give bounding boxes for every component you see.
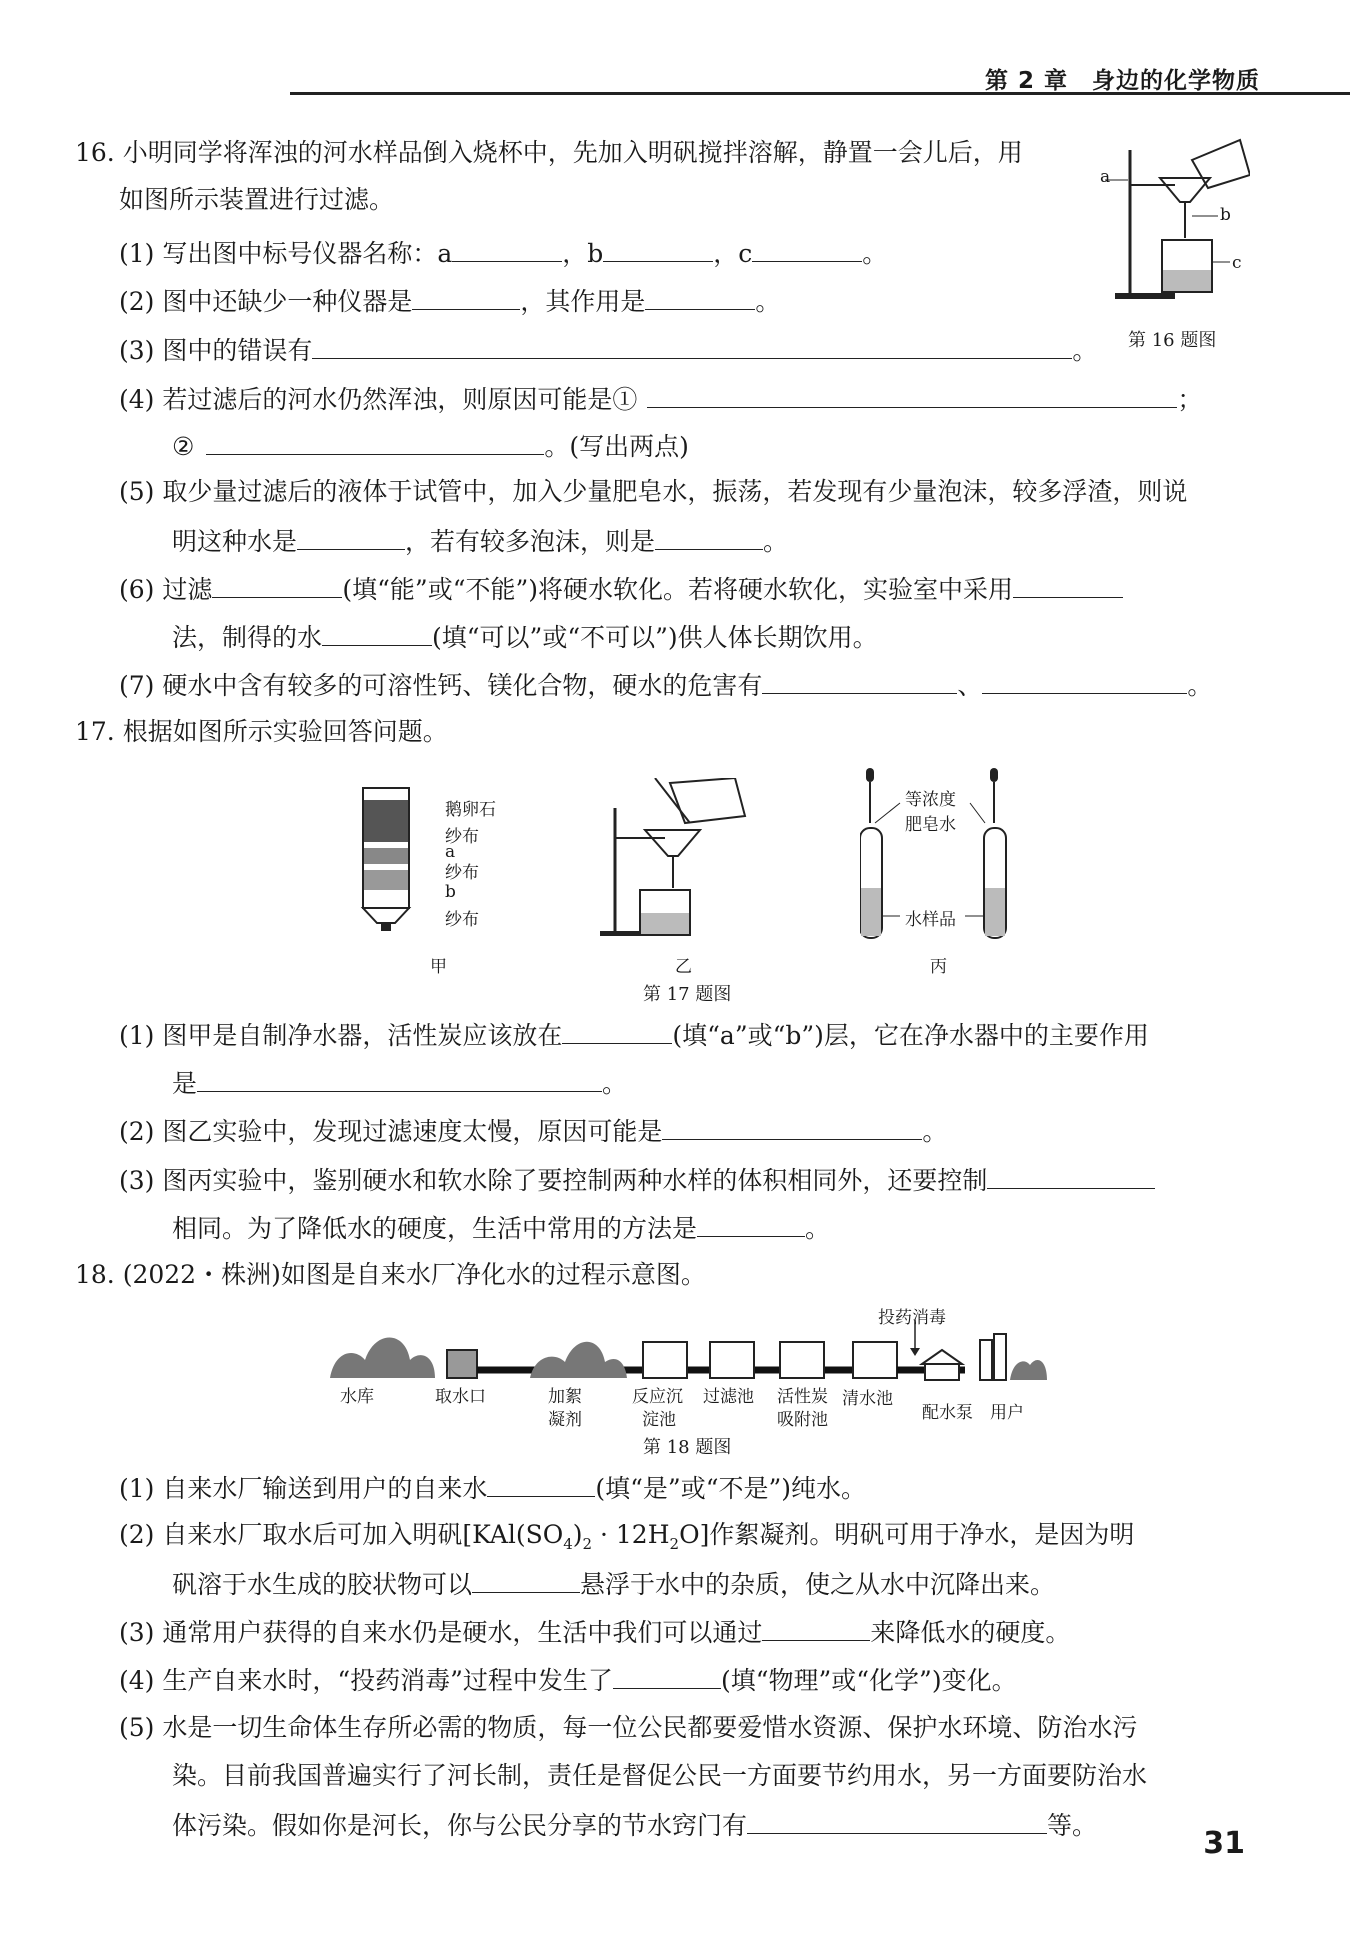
- q17-label-soap2: 肥皂水: [905, 815, 956, 835]
- q16-blank-function[interactable]: [645, 283, 755, 310]
- q18-sub-4: 4: [563, 1535, 573, 1553]
- q17-part1-text-a: (1) 图甲是自制净水器，活性炭应该放在: [119, 1021, 563, 1050]
- q18-label-carbon2: 吸附池: [777, 1410, 828, 1430]
- q18-part5-line3: [172, 1807, 1097, 1843]
- q16-part4-second: [172, 428, 689, 464]
- q17-figure-caption: 第 17 题图: [643, 984, 732, 1005]
- q18-blank-tips[interactable]: [747, 1807, 1047, 1834]
- q16-part4-circle2: ②: [172, 432, 195, 461]
- q16-part4: [119, 381, 1202, 417]
- q18-part5-end: 等。: [1047, 1811, 1098, 1840]
- q17-part1-line1: [119, 1017, 1149, 1053]
- q17-blank-function[interactable]: [197, 1065, 602, 1092]
- q18-stem: 18. (2022・株洲)如图是自来水厂净化水的过程示意图。: [75, 1260, 706, 1289]
- q17-blank-slow-reason[interactable]: [662, 1113, 922, 1140]
- q18-part3: [119, 1614, 1070, 1650]
- q17-part1-text-c: 是: [172, 1069, 198, 1098]
- q16-part2-end: 。: [755, 287, 781, 316]
- q17-part2-text: (2) 图乙实验中，发现过滤速度太慢，原因可能是: [119, 1117, 663, 1146]
- q16-part1-text-c: ，c: [713, 239, 753, 268]
- q16-blank-instrument[interactable]: [412, 283, 520, 310]
- q16-label-a: a: [1100, 167, 1111, 187]
- q16-figure-caption: 第 16 题图: [1128, 330, 1217, 351]
- q16-label-c: c: [1232, 253, 1242, 273]
- q17-part3-text-b: 相同。为了降低水的硬度，生活中常用的方法是: [172, 1214, 698, 1243]
- q16-blank-errors[interactable]: [312, 332, 1072, 359]
- q16-part3-text: (3) 图中的错误有: [119, 336, 313, 365]
- q16-part1-text-b: ，b: [562, 239, 604, 268]
- q17-label-cloth3: 纱布: [445, 910, 479, 930]
- q17-figure: [355, 778, 765, 938]
- q16-part3-end: 。: [1072, 336, 1098, 365]
- q17-blank-layer[interactable]: [562, 1017, 672, 1044]
- q17-part3-line2: [172, 1210, 830, 1246]
- q16-blank-b[interactable]: [603, 235, 713, 262]
- q18-part1: [119, 1470, 866, 1506]
- q18-part4-text-a: (4) 生产自来水时，“投药消毒”过程中发生了: [119, 1666, 613, 1695]
- q17-part2: [119, 1113, 947, 1149]
- q16-part2: [119, 283, 780, 319]
- q18-label-floc1: 加絮: [548, 1387, 582, 1407]
- q17-part1-text-b: (填“a”或“b”)层，它在净水器中的主要作用: [672, 1021, 1149, 1050]
- q16-part4-text: (4) 若过滤后的河水仍然浑浊，则原因可能是①: [119, 385, 638, 414]
- q16-blank-harm2[interactable]: [982, 667, 1187, 694]
- q16-part3: [119, 332, 1097, 368]
- q16-label-b: b: [1220, 205, 1231, 225]
- header-rule: [290, 92, 1350, 95]
- q16-part7-end: 。: [1187, 671, 1213, 700]
- q18-part3-text-b: 来降低水的硬度。: [870, 1618, 1071, 1647]
- q17-blank-control[interactable]: [987, 1162, 1155, 1189]
- q18-label-react1: 反应沉: [632, 1387, 683, 1407]
- q16-part7: [119, 667, 1212, 703]
- q16-part1: [119, 235, 887, 271]
- q18-label-react2: 淀池: [642, 1410, 676, 1430]
- q18-sub-2a: 2: [582, 1535, 593, 1553]
- q16-blank-reason2[interactable]: [206, 428, 544, 455]
- q17-label-sample: 水样品: [905, 910, 956, 930]
- q16-part5-end: 。: [763, 527, 789, 556]
- q16-part7-text: (7) 硬水中含有较多的可溶性钙、镁化合物，硬水的危害有: [119, 671, 763, 700]
- q16-blank-softwater[interactable]: [655, 523, 763, 550]
- q18-part1-text-b: (填“是”或“不是”)纯水。: [595, 1474, 867, 1503]
- q16-blank-reason1[interactable]: [647, 381, 1177, 408]
- q17-part3-text-a: (3) 图丙实验中，鉴别硬水和软水除了要控制两种水样的体积相同外，还要控制: [119, 1166, 988, 1195]
- q17-label-a: a: [445, 842, 456, 862]
- q16-part6-text-c: 法，制得的水: [172, 623, 323, 652]
- page-number: 31: [1203, 1826, 1245, 1861]
- q18-blank-change[interactable]: [613, 1662, 721, 1689]
- q17-stem: 17. 根据如图所示实验回答问题。: [75, 717, 448, 746]
- q18-label-carbon1: 活性炭: [777, 1387, 828, 1407]
- q18-sub-2b: 2: [669, 1535, 680, 1553]
- q16-part6-line2: [172, 619, 878, 655]
- q16-part6-text-d: (填“可以”或“不可以”)供人体长期饮用。: [432, 623, 878, 652]
- q17-label-bing: 丙: [930, 957, 947, 977]
- q16-blank-a[interactable]: [452, 235, 562, 262]
- chapter-title: 第 2 章 身边的化学物质: [984, 68, 1260, 94]
- q18-part5-line1: (5) 水是一切生命体生存所必需的物质，每一位公民都要爱惜水资源、保护水环境、防治水污: [119, 1713, 1138, 1742]
- q16-blank-can-soften[interactable]: [212, 571, 342, 598]
- q16-part4-second-end: 。(写出两点): [544, 432, 689, 461]
- q16-part1-end: 。: [862, 239, 888, 268]
- q18-blank-soften[interactable]: [762, 1614, 870, 1641]
- q17-part3-end: 。: [805, 1214, 831, 1243]
- q16-part5-line2: [172, 523, 788, 559]
- q16-part4-end: ；: [1177, 385, 1203, 414]
- q18-part2-text-o: O]作絮凝剂。明矾可用于净水，是因为明: [679, 1520, 1135, 1549]
- q18-part5-text-c: 体污染。假如你是河长，你与公民分享的节水窍门有: [172, 1811, 748, 1840]
- q18-label-pump: 配水泵: [922, 1403, 973, 1423]
- q18-part2-line1: [119, 1518, 1134, 1561]
- q18-label-user: 用户: [990, 1403, 1024, 1423]
- q17-label-stone: 鹅卵石: [445, 800, 496, 820]
- q17-label-yi: 乙: [675, 957, 692, 977]
- q16-stem-line1: 16. 小明同学将浑浊的河水样品倒入烧杯中，先加入明矾搅拌溶解，静置一会儿后，用: [75, 138, 1023, 167]
- q18-label-clear: 清水池: [842, 1389, 893, 1409]
- q18-part4: [119, 1662, 1017, 1698]
- q18-part2-line2: [172, 1566, 1055, 1602]
- q18-label-intake: 取水口: [435, 1387, 486, 1407]
- q18-part5-line2: 染。目前我国普遍实行了河长制，责任是督促公民一方面要节约用水，另一方面要防治水: [172, 1761, 1148, 1790]
- q18-part2-text-m: ): [572, 1520, 583, 1549]
- q18-figure-caption: 第 18 题图: [643, 1437, 732, 1458]
- q18-part2-text-a: (2) 自来水厂取水后可加入明矾[KAl(SO: [119, 1520, 564, 1549]
- q17-part1-line2: [172, 1065, 627, 1101]
- q18-process-figure: [325, 1320, 1055, 1390]
- q18-part2-text-b: 矾溶于水生成的胶状物可以: [172, 1570, 473, 1599]
- q16-blank-harm1[interactable]: [762, 667, 957, 694]
- q16-stem-line2: 如图所示装置进行过滤。: [119, 185, 395, 214]
- q16-part6-text-a: (6) 过滤: [119, 575, 213, 604]
- q16-part7-sep: 、: [957, 671, 983, 700]
- q18-part3-text-a: (3) 通常用户获得的自来水仍是硬水，生活中我们可以通过: [119, 1618, 763, 1647]
- q16-blank-c[interactable]: [752, 235, 862, 262]
- q17-label-jia: 甲: [430, 957, 447, 977]
- q17-part1-end: 。: [602, 1069, 628, 1098]
- q16-blank-hardwater[interactable]: [297, 523, 405, 550]
- q18-part2-text-n: · 12H: [592, 1520, 670, 1549]
- q17-part3-line1: [119, 1162, 1155, 1198]
- q17-label-cloth2: 纱布: [445, 863, 479, 883]
- q16-blank-method[interactable]: [1013, 571, 1123, 598]
- q18-label-filter: 过滤池: [703, 1387, 754, 1407]
- q16-part2-text-a: (2) 图中还缺少一种仪器是: [119, 287, 413, 316]
- q18-blank-pure[interactable]: [487, 1470, 595, 1497]
- q16-part5-text-c: ，若有较多泡沫，则是: [405, 527, 656, 556]
- q17-label-b: b: [445, 882, 456, 902]
- q16-part2-text-b: ，其作用是: [520, 287, 646, 316]
- q17-blank-method[interactable]: [697, 1210, 805, 1237]
- q16-part1-text-a: (1) 写出图中标号仪器名称：a: [119, 239, 453, 268]
- q18-label-reservoir: 水库: [340, 1387, 374, 1407]
- q18-part2-text-c: 悬浮于水中的杂质，使之从水中沉降出来。: [580, 1570, 1056, 1599]
- q17-label-cloth1: 纱布: [445, 827, 479, 847]
- q17-label-soap1: 等浓度: [905, 790, 956, 810]
- q18-blank-adsorb[interactable]: [472, 1566, 580, 1593]
- q17-part2-end: 。: [922, 1117, 948, 1146]
- q16-part5-line1: (5) 取少量过滤后的液体于试管中，加入少量肥皂水，振荡，若发现有少量泡沫，较多浮渣，则说: [119, 477, 1188, 506]
- q16-part5-text-b: 明这种水是: [172, 527, 298, 556]
- q18-label-floc2: 凝剂: [548, 1410, 582, 1430]
- q16-part6-line1: [119, 571, 1123, 607]
- q18-part1-text-a: (1) 自来水厂输送到用户的自来水: [119, 1474, 488, 1503]
- q18-label-dose: 投药消毒: [878, 1308, 946, 1328]
- q18-part4-text-b: (填“物理”或“化学”)变化。: [720, 1666, 1017, 1695]
- q16-blank-drinkable[interactable]: [322, 619, 432, 646]
- q16-part6-text-b: (填“能”或“不能”)将硬水软化。若将硬水软化，实验室中采用: [342, 575, 1014, 604]
